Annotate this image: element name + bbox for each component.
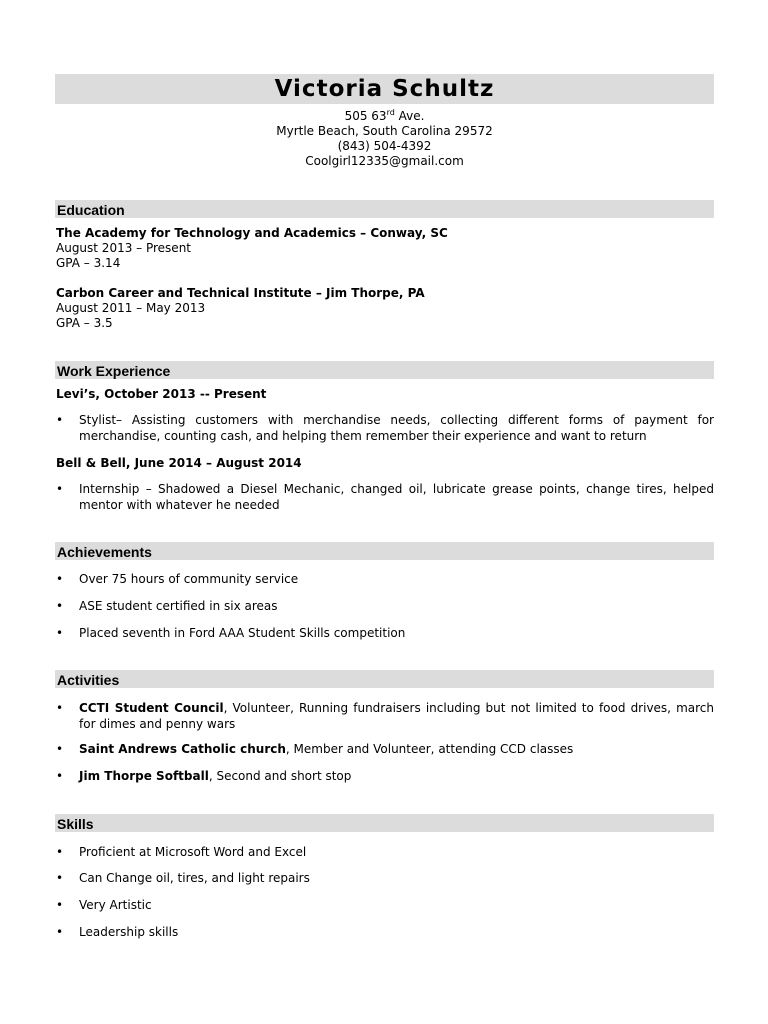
list-item	[56, 897, 714, 913]
contact-info	[55, 109, 714, 169]
job-description: Stylist– Assisting customers with merchandise needs, collecting different forms of payment for merchandise, counting cash, and helping them remember their experience and want to return	[79, 413, 714, 443]
skill-text: Proficient at Microsoft Word and Excel	[79, 845, 307, 859]
bullet-marker: •	[56, 742, 64, 756]
section-title: Activities	[57, 672, 120, 688]
job-heading: Bell & Bell, June 2014 – August 2014	[56, 456, 302, 470]
job-heading: Levi’s, October 2013 -- Present	[56, 387, 267, 401]
bullet-marker: •	[56, 925, 64, 939]
achievement-text: Placed seventh in Ford AAA Student Skills competition	[79, 626, 406, 640]
city-line: Myrtle Beach, South Carolina 29572	[276, 124, 493, 138]
email-address: Coolgirl12335@gmail.com	[305, 154, 464, 168]
bullet-marker: •	[56, 898, 64, 912]
list-item	[56, 768, 714, 784]
list-item	[56, 924, 714, 940]
list-item	[56, 481, 714, 513]
list-item	[56, 625, 714, 641]
list-item	[56, 412, 714, 444]
activity-name: Jim Thorpe Softball	[79, 769, 209, 783]
skill-text: Very Artistic	[79, 898, 152, 912]
education-school-1	[56, 226, 714, 271]
skill-text: Can Change oil, tires, and light repairs	[79, 871, 310, 885]
activity-detail: , Volunteer, Running fundraisers including but not limited to food drives, march for dimes and penny wars	[79, 701, 715, 731]
list-item	[56, 741, 714, 757]
list-item	[56, 870, 714, 886]
bullet-marker: •	[56, 871, 64, 885]
section-title: Work Experience	[57, 363, 171, 379]
school-dates: August 2011 – May 2013	[56, 301, 206, 315]
activity-text	[79, 700, 714, 732]
list-item	[56, 844, 714, 860]
activity-name: CCTI Student Council	[79, 701, 224, 715]
activity-text	[79, 768, 714, 784]
name-banner	[55, 74, 714, 104]
skills-section-header	[55, 814, 714, 832]
activity-detail: , Second and short stop	[208, 769, 352, 783]
bullet-marker: •	[56, 626, 64, 640]
list-item	[56, 700, 714, 732]
bullet-marker: •	[56, 769, 64, 783]
activity-text	[79, 741, 714, 757]
address-superscript: rd	[386, 108, 395, 117]
section-title: Skills	[57, 816, 94, 832]
bullet-marker: •	[56, 599, 64, 613]
school-gpa: GPA – 3.14	[56, 256, 121, 270]
job-description: Internship – Shadowed a Diesel Mechanic, changed oil, lubricate grease points, change tires, helped mentor with whatever he needed	[79, 482, 714, 512]
section-title: Achievements	[57, 544, 152, 560]
bullet-marker: •	[56, 413, 64, 427]
bullet-marker: •	[56, 701, 64, 715]
list-item	[56, 598, 714, 614]
bullet-marker: •	[56, 572, 64, 586]
activities-section-header	[55, 670, 714, 688]
school-name: Carbon Career and Technical Institute – Jim Thorpe, PA	[56, 286, 425, 300]
address-suffix: Ave.	[394, 109, 425, 123]
education-section-header	[55, 200, 714, 218]
applicant-name: Victoria Schultz	[274, 76, 495, 102]
school-dates: August 2013 – Present	[56, 241, 191, 255]
activity-name: Saint Andrews Catholic church	[79, 742, 286, 756]
phone-number: (843) 504-4392	[337, 139, 432, 153]
activity-detail: , Member and Volunteer, attending CCD classes	[285, 742, 574, 756]
address-number: 505 63	[344, 109, 387, 123]
address-line	[55, 109, 714, 124]
achievement-text: Over 75 hours of community service	[79, 572, 299, 586]
bullet-marker: •	[56, 482, 64, 496]
school-name: The Academy for Technology and Academics – Conway, SC	[56, 226, 448, 240]
achievement-text: ASE student certified in six areas	[79, 599, 278, 613]
list-item	[56, 571, 714, 587]
achievements-section-header	[55, 542, 714, 560]
bullet-marker: •	[56, 845, 64, 859]
section-title: Education	[57, 202, 125, 218]
education-school-2	[56, 286, 714, 331]
school-gpa: GPA – 3.5	[56, 316, 113, 330]
work-section-header	[55, 361, 714, 379]
skill-text: Leadership skills	[79, 925, 179, 939]
